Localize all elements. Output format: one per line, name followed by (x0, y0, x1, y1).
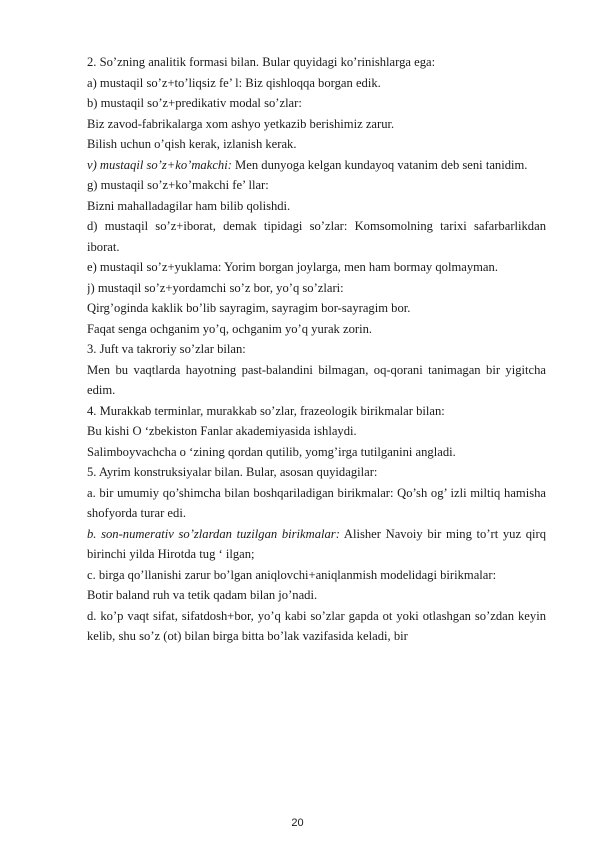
paragraph-d: d) mustaqil so’z+iborat, demak tipidagi so’zlar: Komsomolning tarixi safarbarlikdan iborat. (87, 219, 546, 254)
text-line: e) mustaqil so’z+yuklama: Yorim borgan joylarga, men ham bormay qolmayman. (87, 260, 498, 274)
text-line: Biz zavod-fabrikalarga xom ashyo yetkazib berishimiz zarur. (87, 116, 395, 131)
paragraph-text: Men dunyoga kelgan kundayoq vatanim deb seni tanidim. (231, 157, 528, 172)
text-line: a) mustaqil so’z+to’liqsiz fe’ l: Biz qishloqqa borgan edik. (87, 75, 381, 90)
text-line: Bilish uchun o’qish kerak, izlanish kerak. (87, 137, 297, 151)
text-line: Botir baland ruh va tetik qadam bilan jo’nadi. (87, 588, 318, 602)
paragraph-d-last: d. ko’p vaqt sifat, sifatdosh+bor, yo’q kabi so’zlar gapda ot yoki otlashgan so’zdan keyin kelib, shu so’z (ot) bilan birga bitta bo’lak vazifasida keladi, bir (87, 608, 546, 643)
document-body (87, 52, 546, 647)
text-line: Salimboyvachcha o ‘zining qordan qutilib, yomg’irga tutilganini angladi. (87, 444, 456, 459)
italic-lead: v) mustaqil so’z+ko’makchi: (87, 157, 232, 172)
page-number: 20 (291, 817, 304, 829)
text-line: Qirg’oginda kaklik bo’lib sayragim, sayragim bor-sayragim bor. (87, 301, 411, 315)
text-line: 3. Juft va takroriy so’zlar bilan: (87, 342, 246, 356)
paragraph-text: Alisher Navoiy bir ming to’rt yuz qirq birinchi yilda Hirotda tug ‘ ilgan; (87, 526, 546, 561)
text-line: b) mustaqil so’z+predikativ modal so’zlar: (87, 96, 302, 110)
text-line: 2. So’zning analitik formasi bilan. Bular quyidagi ko’rinishlarga ega: (87, 55, 436, 69)
text-line: Bizni mahalladagilar ham bilib qolishdi. (87, 198, 291, 213)
text-line: Faqat senga ochganim yo’q, ochganim yo’q yurak zorin. (87, 321, 373, 336)
text-line: 4. Murakkab terminlar, murakkab so’zlar, frazeologik birikmalar bilan: (87, 403, 445, 418)
paragraph-men: Men bu vaqtlarda hayotning past-balandini bilmagan, oq-qorani tanimagan bir yigitcha edim. (87, 362, 546, 397)
paragraph-b (87, 524, 546, 565)
text-line: g) mustaqil so’z+ko’makchi fe’ llar: (87, 178, 269, 192)
paragraph-a: a. bir umumiy qo’shimcha bilan boshqariladigan birikmalar: Qo’sh og’ izli miltiq hamisha shofyorda turar edi. (87, 485, 546, 520)
text-line: j) mustaqil so’z+yordamchi so’z bor, yo’q so’zlari: (87, 280, 344, 295)
italic-lead: b. son-numerativ so’zlardan tuzilgan birikmalar: (87, 526, 340, 541)
text-line: c. birga qo’llanishi zarur bo’lgan aniqlovchi+aniqlanmish modelidagi birikmalar: (87, 567, 497, 582)
text-line: Bu kishi O ‘zbekiston Fanlar akademiyasida ishlaydi. (87, 424, 357, 438)
text-line: 5. Ayrim konstruksiyalar bilan. Bular, asosan quyidagilar: (87, 465, 378, 479)
paragraph-v (87, 155, 546, 176)
